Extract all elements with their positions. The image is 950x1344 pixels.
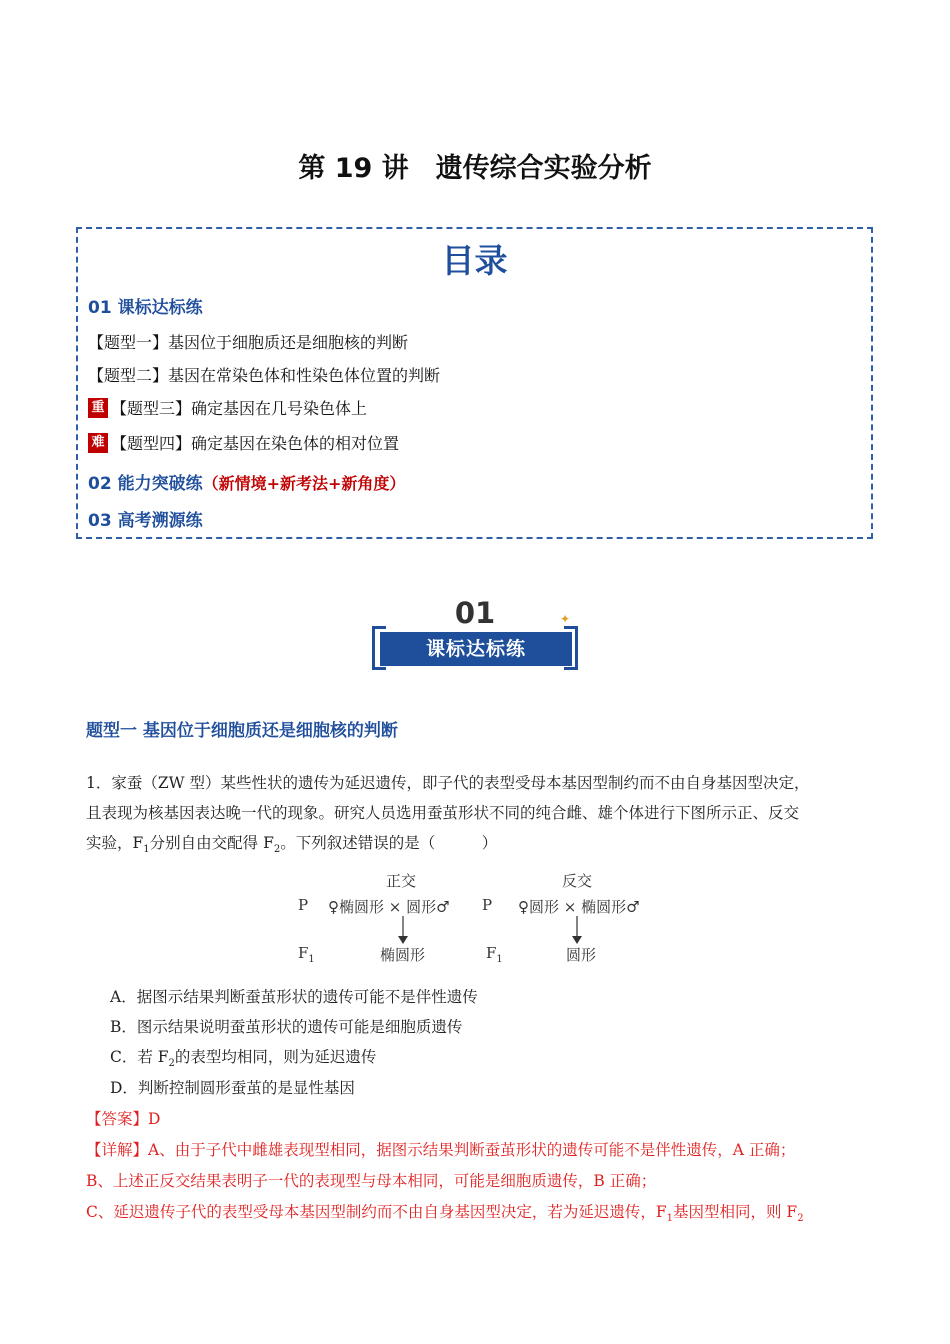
text-fragment: 的表型均相同，则为延迟遗传 [174,1048,377,1066]
table-of-contents [76,227,873,539]
text-fragment: 分别自由交配得 F [149,834,274,852]
explain-line-3 [86,1200,866,1224]
toc-item-1[interactable] [88,330,408,353]
text-fragment: 基因型相同，则 F [673,1203,798,1221]
toc-section-2[interactable] [88,469,405,494]
question-line-3 [86,828,866,865]
cross1-parents: ♀椭圆形 × 圆形♂ [328,898,450,916]
toc-item-label: 【题型一】基因位于细胞质还是细胞核的判断 [88,333,409,352]
toc-item-4[interactable] [88,431,399,454]
toc-section-1[interactable]: 01 课标达标练 [88,298,203,318]
toc-item-label: 【题型四】确定基因在染色体的相对位置 [111,434,400,453]
text-fragment: 实验，F [86,834,144,852]
subscript: 1 [666,1213,673,1225]
option-d[interactable]: D．判断控制圆形蚕茧的是显性基因 [110,1079,355,1097]
explain-line-1: 【详解】A、由于子代中雌雄表现型相同，据图示结果判断蚕茧形状的遗传可能不是伴性遗传，A 正确； [86,1141,796,1159]
text-fragment: 。下列叙述错误的是（ ） [280,834,498,852]
cross1-child: 椭圆形 [380,946,426,964]
section-label: 课标达标练 [380,632,572,666]
option-a[interactable]: A．据图示结果判断蚕茧形状的遗传可能不是伴性遗传 [110,988,478,1006]
subscript: 2 [797,1213,804,1225]
toc-item-2[interactable] [88,363,440,386]
section-banner [370,596,580,674]
f1-label-2: $F_1$ [486,944,503,965]
toc-section-3[interactable]: 03 高考溯源练 [88,511,203,531]
cross2-child: 圆形 [566,946,597,964]
option-c[interactable] [110,1045,376,1069]
p-label-2: P [482,896,493,914]
subscript: 2 [168,1058,175,1070]
toc-section-label: 02 能力突破练 [88,474,203,494]
page-title: 第 19 讲 遗传综合实验分析 [298,153,652,184]
toc-item-3[interactable] [88,396,367,419]
hard-badge: 难 [88,433,108,453]
toc-section-tags: （新情境+新考法+新角度） [202,474,406,493]
f1-label-1: $F_1$ [298,944,315,965]
text-fragment: C、延迟遗传子代的表型受母本基因型制约而不由自身基因型决定，若为延迟遗传，F [86,1203,667,1221]
toc-item-label: 【题型二】基因在常染色体和性染色体位置的判断 [88,366,441,385]
question-type-heading: 题型一 基因位于细胞质还是细胞核的判断 [86,721,398,741]
explain-line-2: B、上述正反交结果表明子一代的表现型与母本相同，可能是细胞质遗传，B 正确； [86,1172,657,1190]
sparkle-icon: ✦ [560,612,571,626]
cross1-title: 正交 [386,872,417,890]
question-line-2: 且表现为核基因表达晚一代的现象。研究人员选用蚕茧形状不同的纯合雌、雄个体进行下图所示正、反交 [86,804,800,822]
option-b[interactable]: B．图示结果说明蚕茧形状的遗传可能是细胞质遗传 [110,1018,463,1036]
cross2-title: 反交 [562,872,593,890]
toc-item-label: 【题型三】确定基因在几号染色体上 [111,399,368,418]
key-badge: 重 [88,398,108,418]
text-fragment: C．若 F [110,1048,169,1066]
toc-heading: 目录 [441,241,508,280]
cross2-parents: ♀圆形 × 椭圆形♂ [518,898,640,916]
subscript: 1 [143,844,150,856]
cross-diagram [290,866,670,976]
subscript: 2 [273,844,281,856]
cross-arrows [290,912,670,946]
p-label-1: P [298,896,309,914]
question-line-1: 1．家蚕（ZW 型）某些性状的遗传为延迟遗传，即子代的表型受母本基因型制约而不由自身基因型决定， [86,774,810,792]
answer: 【答案】D [86,1110,161,1128]
section-number: 01 [454,596,496,630]
